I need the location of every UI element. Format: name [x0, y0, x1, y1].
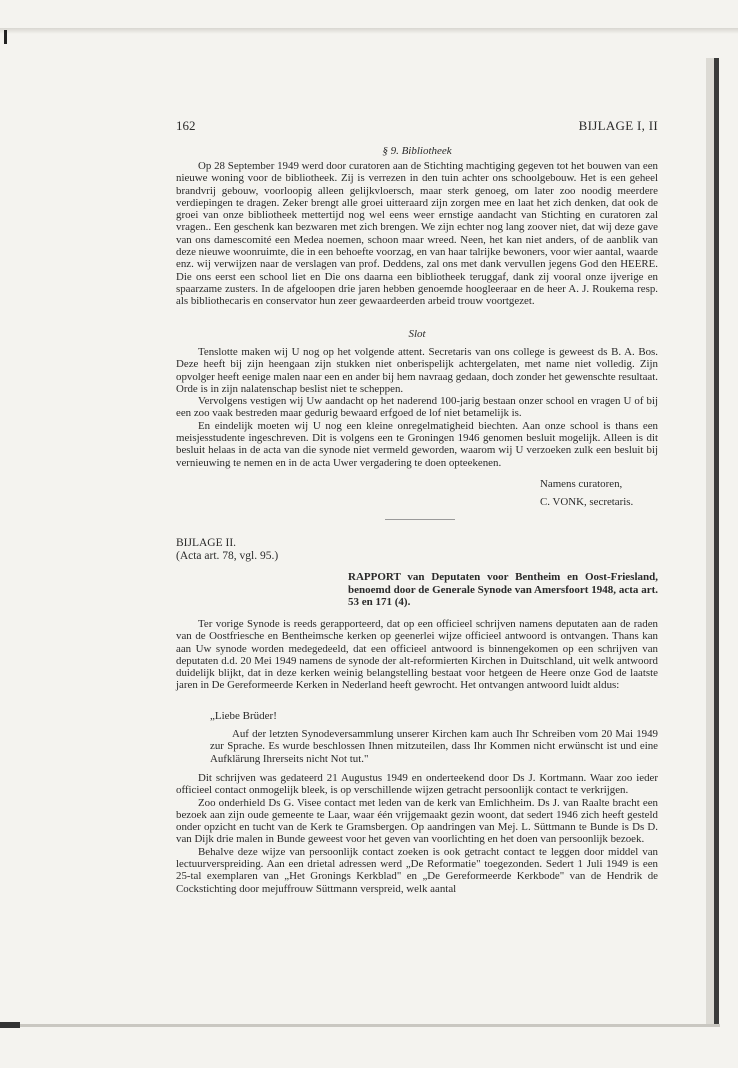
scan-edge-mark-bottom: [0, 1022, 20, 1028]
section-heading-bibliotheek: § 9. Bibliotheek: [382, 145, 452, 157]
running-title: BIJLAGE I, II: [578, 118, 658, 133]
paragraph: En eindelijk moeten wij U nog een kleine onregelmatigheid biechten. Aan onze school is thans een meisjesstudente ingeschreven. Dit is volgens een te Groningen 1946 genomen besluit mogelijk. Alleen is dit besluit helaas in de acta van die synode niet vermeld geworden, waarom wij U verzoeken zulk een besluit bij vernieuwing te nemen en in de acta Uwer vergadering te doen opteekenen.: [176, 419, 658, 469]
closing-line: Namens curatoren,: [540, 478, 623, 490]
section-body-bibliotheek: [176, 160, 658, 308]
appendix-reference: (Acta art. 78, vgl. 95.): [176, 550, 279, 562]
appendix-heading: [176, 537, 278, 563]
scan-edge-mark: [4, 30, 7, 44]
quote-greeting: „Liebe Brüder!: [210, 710, 277, 722]
signature-block: [540, 475, 633, 511]
appendix-title: BIJLAGE II.: [176, 537, 237, 549]
paragraph: Vervolgens vestigen wij Uw aandacht op het naderend 100-jarig bestaan onzer school en vragen U of bij een zoo vaak bestreden maar gedurig bewaard erfgoed de lof niet betamelijk is.: [176, 395, 658, 420]
page-bottom-edge: [20, 1024, 720, 1027]
report-intro: [176, 618, 658, 692]
paragraph: Tenslotte maken wij U nog op het volgende attent. Secretaris van ons college is geweest ds B. A. Bos. Deze heeft bij zijn heengaan zijn stukken niet onberispelijk achtergelaten, met name niet volledig. Zijn opvolger heeft eenige malen naar een en ander bij hem navraag gedaan, doch zonder het gewenschte resultaat. Orde is in zijn nalatenschap beslist niet te scheppen.: [176, 346, 658, 395]
paragraph: Ter vorige Synode is reeds gerapporteerd, dat op een officieel schrijven namens deputaten aan de raden van de Oostfriesche en Bentheimsche kerken op geenerlei wijze officieel antwoord is ontvangen. Thans kan aan Uw synode worden medegedeeld, dat een officieel antwoord is binnengekomen op een schrijven van deputaten d.d. 20 Mei 1949 namens de synode der alt-reformierten Kirchen in Duitschland, uit welk antwoord duidelijk blijkt, dat in deze kerken weinig belangstelling bestaat voor hetgeen de Heere onze God de laatste jaren in De Gereformeerde Kerken in Nederland heeft gewrocht. Het ontvangen antwoord luidt aldus:: [176, 618, 658, 692]
paragraph: Dit schrijven was gedateerd 21 Augustus 1949 en onderteekend door Ds J. Kortmann. Waar zoo ieder officieel contact onmogelijk bleek, is op verschillende wijzen getracht persoonlijk contact te verkrijgen.: [176, 772, 658, 797]
quoted-letter: [210, 710, 658, 765]
page-right-edge: [714, 58, 719, 1026]
page-right-shadow: [706, 58, 714, 1026]
section-divider: [385, 519, 455, 520]
signature: C. VONK, secretaris.: [540, 496, 634, 508]
report-body: [176, 772, 658, 895]
paragraph: Op 28 September 1949 werd door curatoren aan de Stichting machtiging gegeven tot het bouwen van een nieuwe woning voor de bibliotheek. Zij is verrezen in den tuin achter ons schoolgebouw. Het is een geheel brandvrij gebouw, voorloopig alleen gelijkvloersch, maar sterk genoeg, om later zoo noodig meerdere verdiepingen te dragen. Zeker brengt alle groei uitteraard zijn zorgen mee en laat het zich denken, dat ook de groei van onze bibliotheek mettertijd nog wel eens weer ernstige aandacht van Stichting en curatoren zal vragen.. Een geschenk kan bezwaren met zich brengen. We zijn echter nog lang zoover niet, dat wij deze gave van ons damescomité een Medea noemen, schoon maar wreed. Neen, het kan niet anders, of de aanblik van deze nieuwe woonruimte, die in een behoefte voorzag, en van haar talrijke bewoners, voor wier aantal, waarde enz. wij verwijzen naar de verslagen van prof. Deddens, zal ons met dank vervullen jegens God den HEERE. Die ons eerst een school liet en Die ons daarna een bibliotheek teruggaf, dank zij vooral onze ijverige en spaarzame zusters. In de afgeloopen drie jaren hebben genoemde hoogleeraar en de heer A. J. Roukema resp. als bibliothecaris en conservator hun zeer gewaardeerden arbeid trouw voortgezet.: [176, 160, 659, 308]
report-title: RAPPORT van Deputaten voor Bentheim en Oost-Friesland, benoemd door de Generale Synode van Amersfoort 1948, acta art. 53 en 171 (4).: [348, 571, 658, 609]
paragraph: Behalve deze wijze van persoonlijk contact zoeken is ook getracht contact te leggen door middel van lectuurverspreiding. Aan een drietal adressen werd „De Reformatie" toegezonden. Sedert 1 Juli 1949 is een 25-tal exemplaren van „Het Gronings Kerkblad" en „De Gereformeerde Kerkbode" van de Hendrik de Cockstichting door mejuffrouw Süttmann verspreid, welk aantal: [176, 845, 658, 895]
paragraph: Zoo onderhield Ds G. Visee contact met leden van de kerk van Emlichheim. Ds J. van Raalte bracht een bezoek aan zijn oude gemeente te Laar, waar één vrijgemaakt gezin woont, dat sedert 1946 zich heeft gesteld onder opzicht en tucht van de Kerk te Gramsbergen. Op aandringen van Mej. L. Süttmann te Bunde is Ds D. van Dijk drie malen in Bunde geweest voor het geven van voorlichting en het doen van persoonlijk bezoek.: [176, 796, 658, 846]
quote-text: Auf der letzten Synodeversammlung unserer Kirchen kam auch Ihr Schreiben vom 20 Mai 1949 zur Sprache. Es wurde beschlossen Ihnen mitzuteilen, dass Ihr Kommen nicht erwünscht ist und eine Aufklärung Ihrerseits nicht Not tut.": [210, 728, 658, 765]
page-number: 162: [176, 118, 196, 133]
section-body-slot: [176, 346, 658, 469]
section-heading-slot: Slot: [408, 328, 426, 340]
running-head: [176, 118, 658, 134]
page-top-edge: [0, 28, 738, 34]
